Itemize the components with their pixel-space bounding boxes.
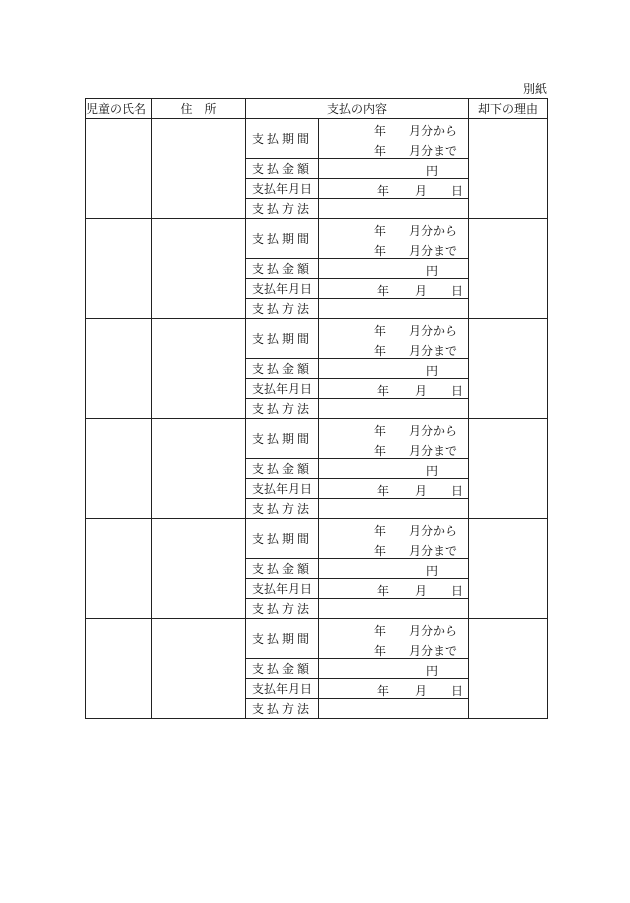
date-day-text: 日 xyxy=(451,184,464,198)
header-address: 住 所 xyxy=(152,99,246,119)
payment-method-value[interactable] xyxy=(319,299,469,319)
address-field[interactable] xyxy=(152,219,246,319)
payment-method-label: 支払方法 xyxy=(246,299,319,319)
child-name-field[interactable] xyxy=(86,619,152,719)
period-until-year-text: 年 xyxy=(374,544,387,558)
payment-method-value[interactable] xyxy=(319,199,469,219)
period-from-text: 月分から xyxy=(409,524,458,538)
payment-period-value[interactable] xyxy=(319,319,469,359)
payment-method-value[interactable] xyxy=(319,699,469,719)
payment-method-label: 支払方法 xyxy=(246,699,319,719)
period-from-year-text: 年 xyxy=(374,624,387,638)
period-from-year-text: 年 xyxy=(374,524,387,538)
child-name-field[interactable] xyxy=(86,219,152,319)
rejection-reason-field[interactable] xyxy=(469,419,548,519)
date-month-text: 月 xyxy=(415,584,428,598)
entry-period-row xyxy=(86,619,548,659)
date-day-text: 日 xyxy=(451,584,464,598)
entry-period-row xyxy=(86,319,548,359)
child-name-field[interactable] xyxy=(86,119,152,219)
period-from-year-text: 年 xyxy=(374,224,387,238)
payment-amount-value[interactable] xyxy=(319,159,469,179)
amount-yen-text: 円 xyxy=(426,264,439,278)
entry-period-row xyxy=(86,419,548,459)
date-day-text: 日 xyxy=(451,284,464,298)
payment-amount-label: 支払金額 xyxy=(246,559,319,579)
date-year-text: 年 xyxy=(377,184,390,198)
payment-period-value[interactable] xyxy=(319,519,469,559)
period-from-text: 月分から xyxy=(409,124,458,138)
payment-method-value[interactable] xyxy=(319,399,469,419)
payment-date-value[interactable] xyxy=(319,679,469,699)
period-until-year-text: 年 xyxy=(374,144,387,158)
date-month-text: 月 xyxy=(415,484,428,498)
header-row xyxy=(86,99,548,119)
entry-period-row xyxy=(86,119,548,159)
payment-amount-label: 支払金額 xyxy=(246,159,319,179)
period-until-year-text: 年 xyxy=(374,444,387,458)
payment-amount-value[interactable] xyxy=(319,259,469,279)
address-field[interactable] xyxy=(152,519,246,619)
date-month-text: 月 xyxy=(415,284,428,298)
date-day-text: 日 xyxy=(451,384,464,398)
period-until-text: 月分まで xyxy=(409,144,458,158)
header-payment: 支払の内容 xyxy=(246,99,469,119)
date-day-text: 日 xyxy=(451,484,464,498)
date-year-text: 年 xyxy=(377,384,390,398)
rejection-reason-field[interactable] xyxy=(469,519,548,619)
header-name: 児童の氏名 xyxy=(86,99,152,119)
date-day-text: 日 xyxy=(451,684,464,698)
payment-date-label: 支払年月日 xyxy=(246,479,319,499)
period-until-year-text: 年 xyxy=(374,244,387,258)
amount-yen-text: 円 xyxy=(426,364,439,378)
period-until-year-text: 年 xyxy=(374,344,387,358)
payment-period-value[interactable] xyxy=(319,619,469,659)
payment-amount-value[interactable] xyxy=(319,659,469,679)
date-month-text: 月 xyxy=(415,384,428,398)
child-name-field[interactable] xyxy=(86,519,152,619)
address-field[interactable] xyxy=(152,619,246,719)
payment-period-label: 支払期間 xyxy=(246,519,319,559)
amount-yen-text: 円 xyxy=(426,664,439,678)
period-until-text: 月分まで xyxy=(409,244,458,258)
address-field[interactable] xyxy=(152,319,246,419)
payment-date-label: 支払年月日 xyxy=(246,679,319,699)
payment-date-label: 支払年月日 xyxy=(246,279,319,299)
payment-period-value[interactable] xyxy=(319,119,469,159)
payment-period-label: 支払期間 xyxy=(246,119,319,159)
payment-amount-value[interactable] xyxy=(319,359,469,379)
payment-period-label: 支払期間 xyxy=(246,419,319,459)
rejection-reason-field[interactable] xyxy=(469,219,548,319)
period-until-text: 月分まで xyxy=(409,644,458,658)
date-month-text: 月 xyxy=(415,684,428,698)
period-until-year-text: 年 xyxy=(374,644,387,658)
payment-period-value[interactable] xyxy=(319,419,469,459)
payment-amount-label: 支払金額 xyxy=(246,659,319,679)
payment-amount-label: 支払金額 xyxy=(246,259,319,279)
date-year-text: 年 xyxy=(377,584,390,598)
payment-date-label: 支払年月日 xyxy=(246,579,319,599)
payment-date-value[interactable] xyxy=(319,479,469,499)
period-until-text: 月分まで xyxy=(409,344,458,358)
period-from-text: 月分から xyxy=(409,224,458,238)
address-field[interactable] xyxy=(152,119,246,219)
rejection-reason-field[interactable] xyxy=(469,619,548,719)
child-name-field[interactable] xyxy=(86,319,152,419)
payment-date-value[interactable] xyxy=(319,579,469,599)
date-year-text: 年 xyxy=(377,284,390,298)
period-from-year-text: 年 xyxy=(374,124,387,138)
date-year-text: 年 xyxy=(377,484,390,498)
payment-method-value[interactable] xyxy=(319,599,469,619)
entry-period-row xyxy=(86,219,548,259)
period-from-text: 月分から xyxy=(409,424,458,438)
date-month-text: 月 xyxy=(415,184,428,198)
payment-period-value[interactable] xyxy=(319,219,469,259)
payment-form-table xyxy=(85,98,548,719)
amount-yen-text: 円 xyxy=(426,164,439,178)
payment-method-label: 支払方法 xyxy=(246,499,319,519)
payment-method-label: 支払方法 xyxy=(246,399,319,419)
payment-amount-value[interactable] xyxy=(319,459,469,479)
payment-date-label: 支払年月日 xyxy=(246,379,319,399)
payment-method-label: 支払方法 xyxy=(246,199,319,219)
period-until-text: 月分まで xyxy=(409,444,458,458)
payment-amount-label: 支払金額 xyxy=(246,459,319,479)
payment-period-label: 支払期間 xyxy=(246,219,319,259)
payment-date-label: 支払年月日 xyxy=(246,179,319,199)
period-from-year-text: 年 xyxy=(374,324,387,338)
payment-method-value[interactable] xyxy=(319,499,469,519)
period-from-text: 月分から xyxy=(409,324,458,338)
header-reason: 却下の理由 xyxy=(469,99,548,119)
address-field[interactable] xyxy=(152,419,246,519)
payment-period-label: 支払期間 xyxy=(246,319,319,359)
payment-amount-value[interactable] xyxy=(319,559,469,579)
payment-amount-label: 支払金額 xyxy=(246,359,319,379)
entry-period-row xyxy=(86,519,548,559)
payment-date-value[interactable] xyxy=(319,179,469,199)
amount-yen-text: 円 xyxy=(426,464,439,478)
payment-date-value[interactable] xyxy=(319,379,469,399)
page-label: 別紙 xyxy=(522,82,547,96)
period-from-year-text: 年 xyxy=(374,424,387,438)
rejection-reason-field[interactable] xyxy=(469,319,548,419)
payment-method-label: 支払方法 xyxy=(246,599,319,619)
date-year-text: 年 xyxy=(377,684,390,698)
payment-period-label: 支払期間 xyxy=(246,619,319,659)
period-from-text: 月分から xyxy=(409,624,458,638)
period-until-text: 月分まで xyxy=(409,544,458,558)
child-name-field[interactable] xyxy=(86,419,152,519)
amount-yen-text: 円 xyxy=(426,564,439,578)
rejection-reason-field[interactable] xyxy=(469,119,548,219)
payment-date-value[interactable] xyxy=(319,279,469,299)
